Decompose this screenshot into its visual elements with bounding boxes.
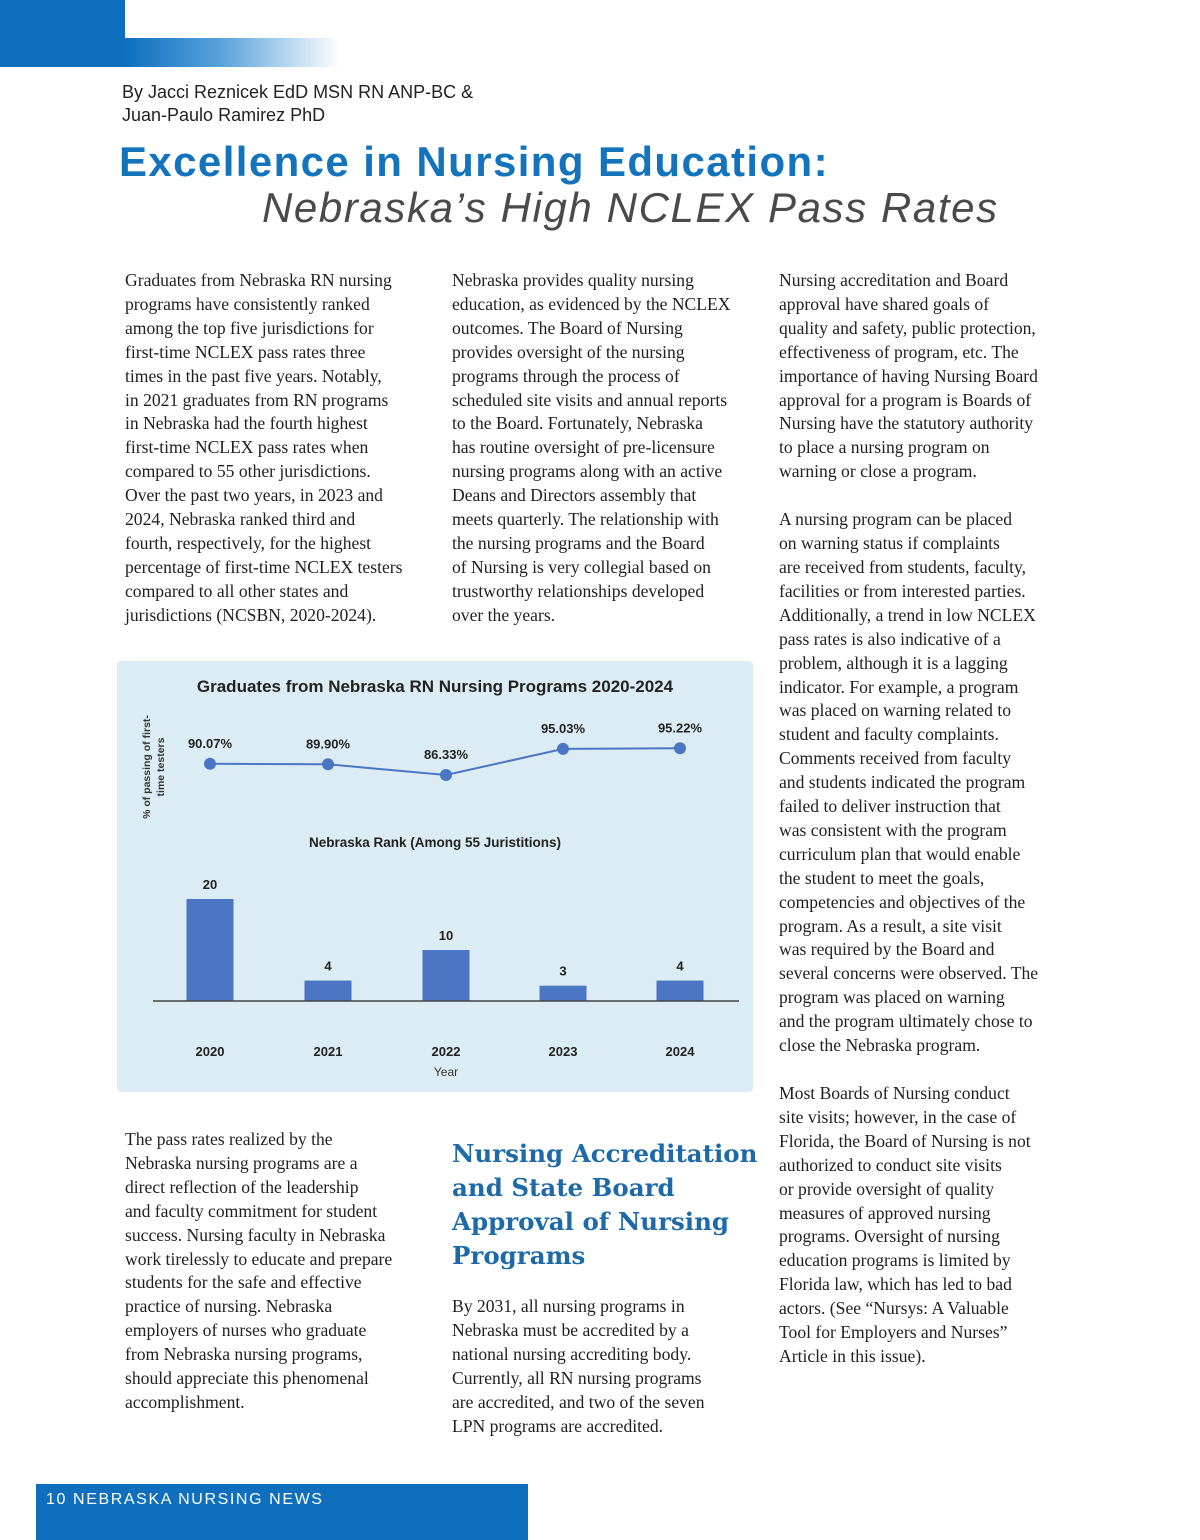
paragraph-col2-lower [452, 1295, 762, 1438]
text-line: 2024, Nebraska ranked third and [125, 509, 356, 530]
x-tick-label-2020: 2020 [195, 1044, 225, 1059]
text-line: scheduled site visits and annual reports [452, 389, 728, 410]
text-line: Florida law, which has led to bad [779, 1274, 1012, 1295]
byline-line-1: By Jacci Reznicek EdD MSN RN ANP-BC & [122, 82, 474, 102]
text-line: Tool for Employers and Nurses” [779, 1322, 1008, 1343]
text-line: quality and safety, public protection, [779, 317, 1036, 338]
header-accent-gradient [125, 38, 340, 67]
text-line: on warning status if complaints [779, 533, 1000, 554]
text-line: approval for a program is Boards of [779, 389, 1032, 410]
text-line: direct reflection of the leadership [125, 1176, 359, 1197]
column-1-text [125, 269, 435, 628]
line-point-2021 [322, 758, 334, 770]
text-line: Deans and Directors assembly that [452, 485, 697, 506]
text-line: national nursing accrediting body. [452, 1343, 692, 1364]
paragraph-col3-2 [779, 508, 1099, 1058]
line-point-label-2020: 90.07% [187, 735, 233, 751]
text-line: or provide oversight of quality [779, 1178, 994, 1199]
bar-value-label-2021: 4 [324, 958, 332, 974]
text-line: Nursing accreditation and Board [779, 270, 1009, 290]
text-line: and students indicated the program [779, 772, 1026, 793]
text-line: to place a nursing program on [779, 437, 990, 458]
text-line: By 2031, all nursing programs in [452, 1296, 685, 1316]
text-line: meets quarterly. The relationship with [452, 509, 719, 530]
text-line: program. As a result, a site visit [779, 915, 1002, 936]
text-line: was consistent with the program [779, 819, 1007, 840]
text-line: first-time NCLEX pass rates when [125, 437, 369, 458]
line-chart-ylabel-2: time testers [155, 737, 167, 797]
bar-2023 [540, 986, 587, 1001]
text-line: fourth, respectively, for the highest [125, 532, 372, 553]
text-line: and faculty commitment for student [125, 1200, 378, 1221]
text-line: indicator. For example, a program [779, 676, 1019, 697]
footer-page-label: 10 NEBRASKA NURSING NEWS [46, 1491, 324, 1508]
bar-chart-title: Nebraska Rank (Among 55 Juristitions) [308, 835, 562, 850]
column-2-lower-text [452, 1295, 762, 1438]
column-2-text [452, 269, 762, 628]
bar-value-label-2024: 4 [676, 958, 684, 974]
text-line: over the years. [452, 604, 556, 625]
text-line: Graduates from Nebraska RN nursing [125, 270, 392, 290]
text-line: jurisdictions (NCSBN, 2020-2024). [125, 604, 377, 625]
text-line: Over the past two years, in 2023 and [125, 485, 383, 506]
text-line: should appreciate this phenomenal [125, 1368, 369, 1389]
text-line: site visits; however, in the case of [779, 1106, 1017, 1127]
line-point-label-2021: 89.90% [305, 736, 351, 752]
paragraph-col1-lower [125, 1128, 435, 1415]
article-subtitle: Nebraska’s High NCLEX Pass Rates [262, 184, 999, 231]
text-line: of Nursing is very collegial based on [452, 556, 711, 577]
text-line: in Nebraska had the fourth highest [125, 413, 368, 434]
text-line: pass rates is also indicative of a [779, 628, 1001, 649]
text-line: Programs [452, 1241, 586, 1270]
text-line: in 2021 graduates from RN programs [125, 389, 389, 410]
line-point-label-2024: 95.22% [657, 720, 703, 736]
header-accent-block [0, 0, 125, 67]
text-line: accomplishment. [125, 1391, 245, 1412]
text-line: problem, although it is a lagging [779, 652, 1008, 673]
line-chart-title: Graduates from Nebraska RN Nursing Programs 2020-2024 [196, 677, 674, 696]
bar-value-label-2020: 20 [202, 877, 218, 892]
x-tick-label-2021: 2021 [313, 1044, 343, 1059]
text-line: are accredited, and two of the seven [452, 1391, 705, 1412]
text-line: Nebraska must be accredited by a [452, 1319, 689, 1340]
text-line: effectiveness of program, etc. The [779, 341, 1019, 362]
line-point-2024 [674, 742, 686, 754]
text-line: Nebraska provides quality nursing [452, 270, 694, 290]
text-line: Approval of Nursing [452, 1207, 730, 1236]
x-tick-label-2024: 2024 [665, 1044, 695, 1059]
byline-line-2: Juan-Paulo Ramirez PhD [122, 105, 326, 125]
line-chart-ylabel-1: % of passing of first- [141, 715, 153, 819]
text-line: measures of approved nursing [779, 1202, 991, 1223]
text-line: and the program ultimately chose to [779, 1011, 1033, 1032]
text-line: Florida, the Board of Nursing is not [779, 1130, 1031, 1151]
text-line: the student to meet the goals, [779, 867, 985, 888]
section-heading-lines [452, 1137, 758, 1273]
text-line: has routine oversight of pre-licensure [452, 437, 715, 458]
text-line: programs have consistently ranked [125, 293, 370, 314]
article-title: Excellence in Nursing Education: [119, 138, 829, 185]
text-line: to the Board. Fortunately, Nebraska [452, 413, 703, 434]
section-heading [452, 1137, 758, 1273]
text-line: competencies and objectives of the [779, 891, 1026, 912]
text-line: authorized to conduct site visits [779, 1154, 1002, 1175]
bar-2022 [423, 950, 470, 1001]
x-tick-label-2023: 2023 [548, 1044, 578, 1059]
text-line: Nebraska nursing programs are a [125, 1152, 358, 1173]
text-line: failed to deliver instruction that [779, 796, 1001, 817]
text-line: facilities or from interested parties. [779, 580, 1026, 601]
text-line: programs through the process of [452, 365, 680, 386]
bar-chart-xlabel: Year [433, 1065, 459, 1079]
text-line: the nursing programs and the Board [452, 532, 705, 553]
line-point-2020 [204, 758, 216, 770]
bar-2024 [657, 981, 704, 1001]
text-line: compared to all other states and [125, 580, 349, 601]
bar-value-label-2023: 3 [559, 963, 567, 979]
text-line: A nursing program can be placed [779, 509, 1013, 530]
line-point-label-2023: 95.03% [540, 720, 586, 736]
text-line: outcomes. The Board of Nursing [452, 317, 683, 338]
text-line: was required by the Board and [779, 939, 995, 960]
line-point-2022 [440, 769, 452, 781]
text-line: from Nebraska nursing programs, [125, 1344, 363, 1365]
text-line: nursing programs along with an active [452, 461, 723, 482]
text-line: Currently, all RN nursing programs [452, 1367, 702, 1388]
bar-2020 [187, 899, 234, 1001]
text-line: Additionally, a trend in low NCLEX [779, 604, 1036, 625]
text-line: success. Nursing faculty in Nebraska [125, 1224, 386, 1245]
column-3-text [779, 269, 1099, 1369]
text-line: education programs is limited by [779, 1250, 1011, 1271]
text-line: employers of nurses who graduate [125, 1320, 367, 1341]
text-line: Article in this issue). [779, 1345, 926, 1366]
text-line: warning or close a program. [779, 461, 977, 482]
text-line: curriculum plan that would enable [779, 843, 1021, 864]
text-line: education, as evidenced by the NCLEX [452, 293, 731, 314]
line-point-2023 [557, 743, 569, 755]
text-line: The pass rates realized by the [125, 1129, 333, 1149]
text-line: times in the past five years. Notably, [125, 365, 382, 386]
text-line: first-time NCLEX pass rates three [125, 341, 366, 362]
bar-2021 [305, 981, 352, 1001]
x-tick-label-2022: 2022 [431, 1044, 461, 1059]
text-line: Most Boards of Nursing conduct [779, 1083, 1010, 1103]
text-line: close the Nebraska program. [779, 1035, 981, 1056]
column-1-lower-text [125, 1128, 435, 1415]
text-line: and State Board [452, 1173, 675, 1202]
text-line: LPN programs are accredited. [452, 1415, 664, 1436]
text-line: programs. Oversight of nursing [779, 1226, 1000, 1247]
paragraph-col3-3 [779, 1082, 1099, 1369]
bar-value-label-2022: 10 [438, 928, 454, 943]
line-point-label-2022: 86.33% [423, 747, 469, 762]
text-line: several concerns were observed. The [779, 963, 1039, 984]
text-line: actors. (See “Nursys: A Valuable [779, 1298, 1009, 1319]
text-line: percentage of first-time NCLEX testers [125, 556, 403, 577]
text-line: provides oversight of the nursing [452, 341, 685, 362]
text-line: compared to 55 other jurisdictions. [125, 461, 371, 482]
text-line: Comments received from faculty [779, 748, 1012, 769]
text-line: practice of nursing. Nebraska [125, 1296, 333, 1317]
text-line: are received from students, faculty, [779, 556, 1027, 577]
text-line: trustworthy relationships developed [452, 580, 705, 601]
text-line: Nursing Accreditation [452, 1139, 758, 1168]
text-line: student and faculty complaints. [779, 724, 999, 745]
text-line: was placed on warning related to [779, 700, 1012, 721]
paragraph-col1 [125, 269, 435, 628]
text-line: program was placed on warning [779, 987, 1005, 1008]
paragraph-col2 [452, 269, 762, 628]
text-line: work tirelessly to educate and prepare [125, 1248, 393, 1269]
chart-panel [117, 661, 753, 1092]
text-line: students for the safe and effective [125, 1272, 362, 1293]
text-line: importance of having Nursing Board [779, 365, 1038, 386]
text-line: approval have shared goals of [779, 293, 990, 314]
text-line: Nursing have the statutory authority [779, 413, 1034, 434]
paragraph-col3-1 [779, 269, 1099, 484]
byline [122, 81, 473, 127]
chart-svg [117, 661, 753, 1092]
text-line: among the top five jurisdictions for [125, 317, 374, 338]
